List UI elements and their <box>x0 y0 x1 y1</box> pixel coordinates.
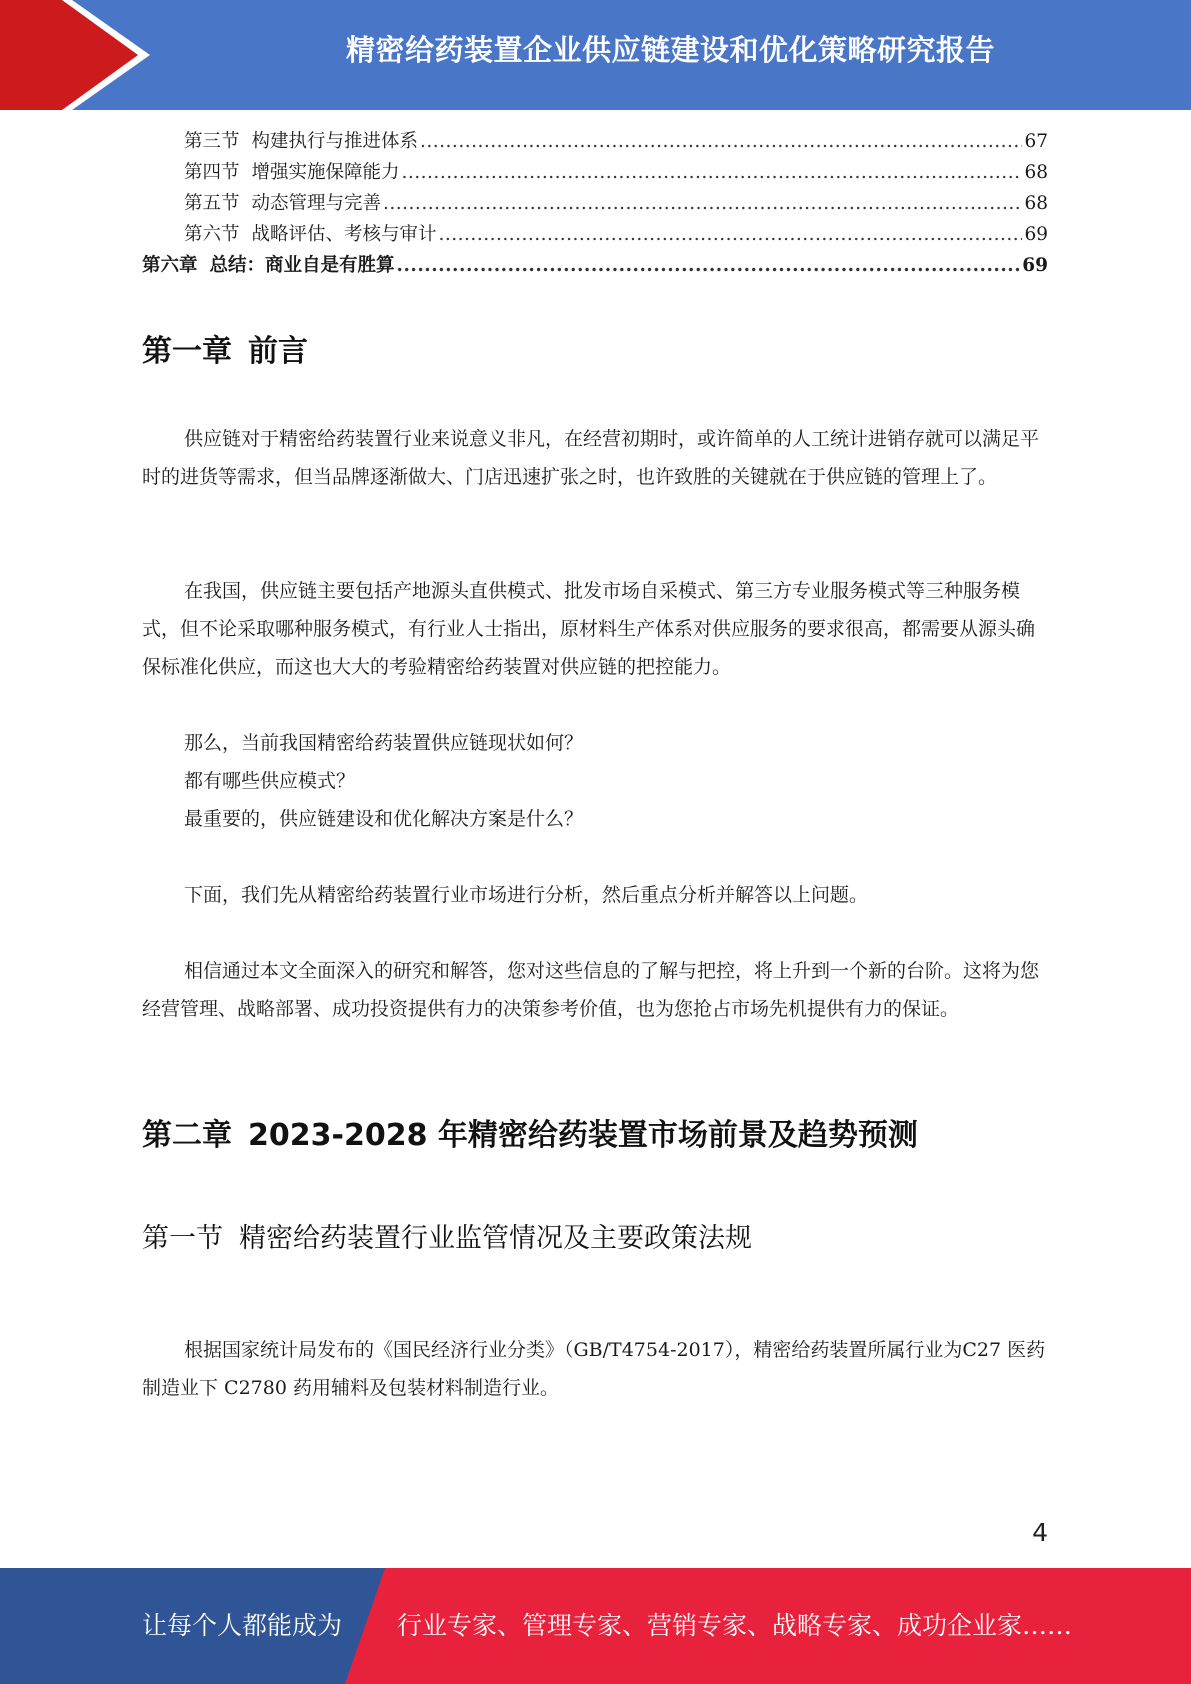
toc-leader-dots <box>420 126 1022 157</box>
toc-entry-page: 69 <box>1024 224 1048 245</box>
toc-entry-page: 69 <box>1022 255 1048 276</box>
chapter-heading <box>142 326 308 370</box>
footer-slogan-right: 行业专家、管理专家、营销专家、战略专家、成功企业家…… <box>397 1611 1073 1640</box>
toc-entry-number: 第六节 <box>184 224 240 245</box>
toc-leader-dots <box>439 219 1023 250</box>
footer-slogan-left: 让每个人都能成为 <box>142 1611 343 1640</box>
body-paragraph: 在我国，供应链主要包括产地源头直供模式、批发市场自采模式、第三方专业服务模式等三种服务模式，但不论采取哪种服务模式，有行业人士指出，原材料生产体系对供应服务的要求很高，都需要从源头确保标准化供应，而这也大大的考验精密给药装置对供应链的把控能力。 <box>142 580 1036 678</box>
toc-entry-number: 第五节 <box>184 193 240 214</box>
toc-entry-title: 战略评估、考核与审计 <box>251 224 437 245</box>
chapter-title: 2023-2028 年精密给药装置市场前景及趋势预测 <box>248 1118 918 1153</box>
toc-entry-title: 构建执行与推进体系 <box>251 131 419 152</box>
table-of-contents <box>142 126 1048 281</box>
toc-entry-title: 动态管理与完善 <box>251 193 382 214</box>
toc-entry[interactable] <box>142 188 1048 219</box>
toc-entry[interactable] <box>142 157 1048 188</box>
chapter-number: 第一章 <box>142 334 232 369</box>
report-title: 精密给药装置企业供应链建设和优化策略研究报告 <box>345 33 995 67</box>
body-paragraph: 供应链对于精密给药装置行业来说意义非凡，在经营初期时，或许简单的人工统计进销存就可以满足平时的进货等需求，但当品牌逐渐做大、门店迅速扩张之时，也许致胜的关键就在于供应链的管理上了。 <box>142 428 1040 488</box>
toc-entry-title: 总结：商业自是有胜算 <box>209 255 395 276</box>
toc-chapter-entry[interactable] <box>142 250 1048 281</box>
header-chevron-decoration <box>0 0 150 110</box>
chapter-title: 前言 <box>248 334 308 369</box>
section-number: 第一节 <box>142 1223 223 1254</box>
toc-leader-dots <box>402 157 1023 188</box>
toc-entry-page: 68 <box>1024 193 1048 214</box>
toc-entry-number: 第四节 <box>184 162 240 183</box>
question-line: 那么，当前我国精密给药装置供应链现状如何？ <box>184 732 584 754</box>
body-paragraph: 相信通过本文全面深入的研究和解答，您对这些信息的了解与把控，将上升到一个新的台阶。这将为您经营管理、战略部署、成功投资提供有力的决策参考价值，也为您抢占市场先机提供有力的保证。 <box>142 960 1040 1020</box>
page-number: 4 <box>1032 1518 1048 1547</box>
body-paragraph: 根据国家统计局发布的《国民经济行业分类》（GB/T4754-2017），精密给药装置所属行业为C27 医药制造业下 C2780 药用辅料及包装材料制造行业。 <box>142 1339 1046 1399</box>
toc-entry[interactable] <box>142 219 1048 250</box>
toc-entry-number: 第六章 <box>142 255 198 276</box>
chapter-number: 第二章 <box>142 1118 232 1153</box>
section-heading <box>142 1216 752 1255</box>
page-footer <box>0 1568 1191 1684</box>
body-paragraph: 下面，我们先从精密给药装置行业市场进行分析，然后重点分析并解答以上问题。 <box>184 884 869 906</box>
question-line: 都有哪些供应模式？ <box>184 770 356 792</box>
toc-leader-dots <box>383 188 1022 219</box>
toc-entry-page: 67 <box>1024 131 1048 152</box>
toc-entry-page: 68 <box>1024 162 1048 183</box>
toc-entry[interactable] <box>142 126 1048 157</box>
question-line: 最重要的，供应链建设和优化解决方案是什么？ <box>184 808 584 830</box>
toc-leader-dots <box>397 250 1021 281</box>
page-header <box>0 0 1191 110</box>
section-title: 精密给药装置行业监管情况及主要政策法规 <box>239 1223 752 1254</box>
toc-entry-title: 增强实施保障能力 <box>251 162 400 183</box>
toc-entry-number: 第三节 <box>184 131 240 152</box>
chapter-heading <box>142 1110 918 1154</box>
